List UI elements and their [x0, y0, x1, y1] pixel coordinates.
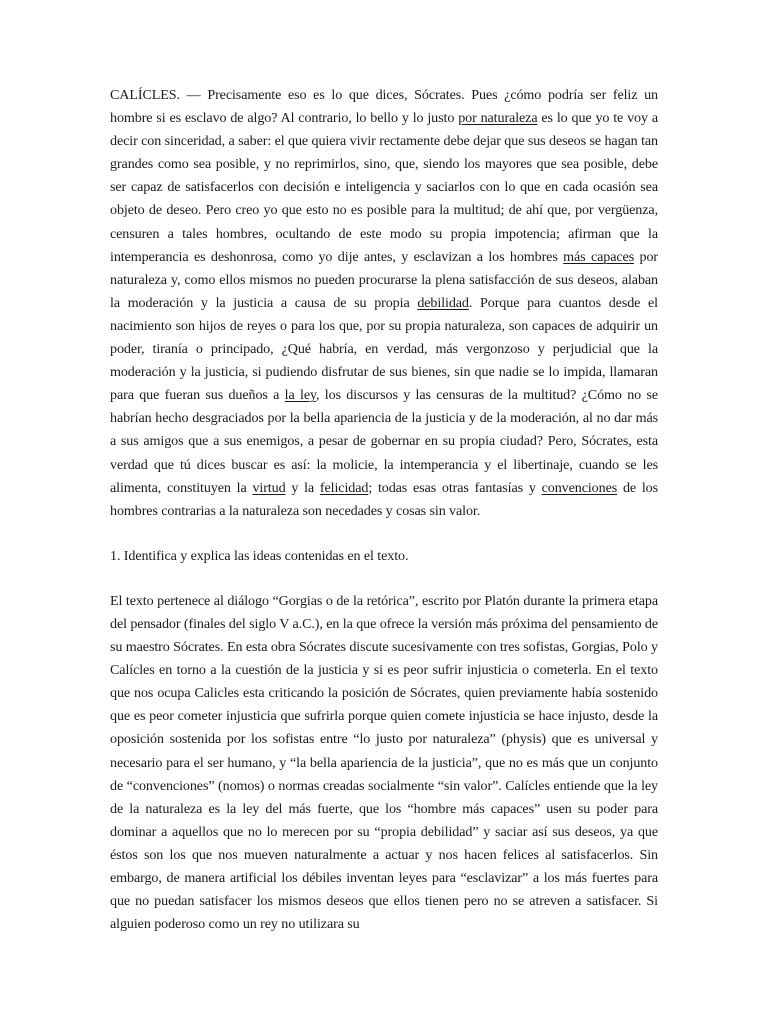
question-heading: 1. Identifica y explica las ideas contenidas en el texto.	[110, 547, 409, 564]
underlined-term: más capaces	[563, 248, 635, 265]
quote-text: y la	[285, 479, 320, 496]
underlined-term: la ley	[284, 387, 317, 404]
quote-text: ; todas esas otras fantasías y	[368, 479, 542, 496]
underlined-term: por naturaleza	[458, 110, 538, 127]
quote-text: , los discursos y las censuras de la multitud? ¿Cómo no se habrían hecho desgraciados por la bella apariencia de la justicia y de la moderación, al no dar más a sus amigos que a sus enemigos, a pesar de gobernar en su propia ciudad? Pero, Sócrates, esta verdad que tú dices buscar es así: la molicie, la intemperancia y el libertinaje, cuando se les alimenta, constituyen la	[110, 387, 658, 496]
quote-paragraph	[110, 84, 658, 523]
quote-text: . Porque para cuantos desde el nacimiento son hijos de reyes o para los que, por su propia naturaleza, son capaces de adquirir un poder, tiranía o principado, ¿Qué habría, en verdad, más vergonzoso y perjudicial que la moderación y la justicia, si pudiendo disfrutar de sus bienes, sin que nadie se lo impida, llamaran para que fueran sus dueños a	[110, 294, 658, 404]
quote-text: CALÍCLES. — Precisamente eso es lo que dices, Sócrates. Pues ¿cómo podría ser feliz un hombre si es esclavo de algo? Al contrario, lo bello y lo justo	[110, 87, 658, 127]
quote-text: por naturaleza y, como ellos mismos no pueden procurarse la plena satisfacción de sus deseos, alaban la moderación y la justicia a causa de su propia	[110, 248, 659, 311]
underlined-term: virtud	[252, 479, 286, 496]
underlined-term: debilidad	[417, 294, 469, 311]
underlined-term: convenciones	[541, 479, 618, 496]
quote-text: de los hombres contrarias a la naturaleza son necedades y cosas sin valor.	[110, 479, 659, 519]
analysis-paragraph: El texto pertenece al diálogo “Gorgias o de la retórica”, escrito por Platón durante la primera etapa del pensador (finales del siglo V a.C.), en la que ofrece la versión más próxima del pensamiento de su maestro Sócrates. En esta obra Sócrates discute sucesivamente con tres sofistas, Gorgias, Polo y Calícles en torno a la cuestión de la justicia y si es peor sufrir injusticia o cometerla. En el texto que nos ocupa Calicles esta criticando la posición de Sócrates, quien previamente había sostenido que es peor cometer injusticia que sufrirla porque quien comete injusticia se hace injusto, desde la oposición sostenida por los sofistas entre “lo justo por naturaleza” (physis) que es universal y necesario para el ser humano, y “la bella apariencia de la justicia”, que no es más que un conjunto de “convenciones” (nomos) o normas creadas socialmente “sin valor”. Calícles entiende que la ley de la naturaleza es la ley del más fuerte, que los “hombre más capaces” usen su poder para dominar a aquellos que no lo merecen por su “propia debilidad” y saciar así sus deseos, ya que éstos son los que nos mueven naturalmente a actuar y nos hacen felices al satisfacerlos. Sin embargo, de manera artificial los débiles inventan leyes para “esclavizar” a los más fuertes para que no puedan satisfacer los mismos deseos que ellos tienen pero no se atreven a satisfacer. Si alguien poderoso como un rey no utilizara su	[110, 592, 658, 933]
document-page	[110, 84, 658, 936]
underlined-term: felicidad	[319, 479, 369, 496]
quote-text: es lo que yo te voy a decir con sinceridad, a saber: el que quiera vivir rectamente debe dejar que sus deseos se hagan tan grandes como sea posible, y no reprimirlos, sino, que, siendo los mayores que sea posible, debe ser capaz de satisfacerlos con decisión e inteligencia y saciarlos con lo que en cada ocasión sea objeto de deseo. Pero creo yo que esto no es posible para la multitud; de ahí que, por vergüenza, censuren a tales hombres, ocultando de este modo su propia impotencia; afirman que la intemperancia es deshonrosa, como yo dije antes, y esclavizan a los hombres	[110, 110, 659, 265]
